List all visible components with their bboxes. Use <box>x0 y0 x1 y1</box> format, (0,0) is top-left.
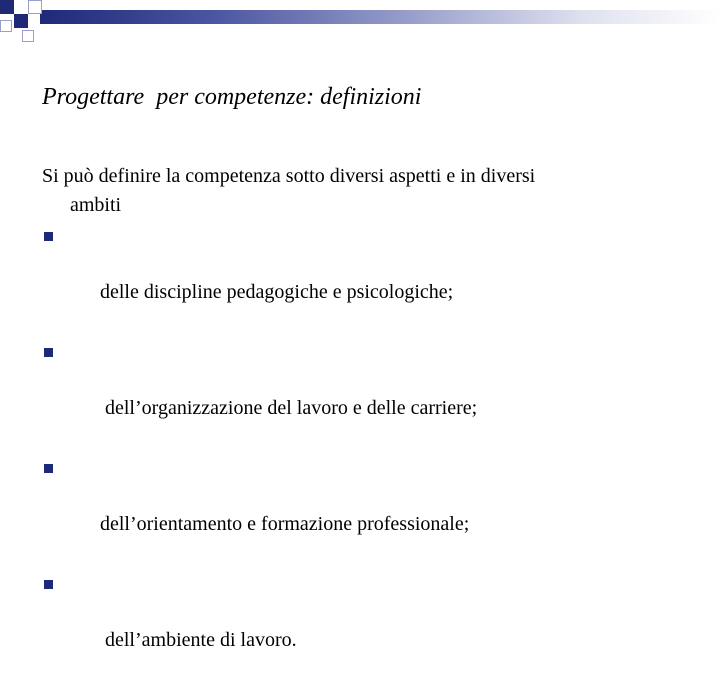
list-item <box>42 220 682 336</box>
slide-title: Progettare per competenze: definizioni <box>42 84 422 110</box>
square-bullet-icon <box>44 464 53 473</box>
decorative-square <box>14 14 28 28</box>
list-item-text: dell’ambiente di lavoro. <box>100 629 297 651</box>
decorative-square-outline <box>0 20 12 32</box>
square-bullet-icon <box>44 348 53 357</box>
decorative-square <box>0 0 14 14</box>
decorative-square-outline <box>22 30 34 42</box>
intro-text-line1: Si può definire la competenza sotto diversi aspetti e in diversi <box>42 165 536 187</box>
header-gradient-band <box>40 10 720 24</box>
decorative-square-outline <box>28 0 42 14</box>
intro-paragraph <box>42 162 682 220</box>
slide-body <box>42 162 682 684</box>
bullet-list <box>42 220 682 684</box>
list-item-text: dell’organizzazione del lavoro e delle carriere; <box>100 397 478 419</box>
list-item <box>42 568 682 684</box>
intro-text-line2: ambiti <box>70 194 122 216</box>
list-item <box>42 336 682 452</box>
square-bullet-icon <box>44 580 53 589</box>
list-item-text: dell’orientamento e formazione professionale; <box>100 513 470 535</box>
square-bullet-icon <box>44 232 53 241</box>
list-item <box>42 452 682 568</box>
list-item-text: delle discipline pedagogiche e psicologiche; <box>100 281 454 303</box>
